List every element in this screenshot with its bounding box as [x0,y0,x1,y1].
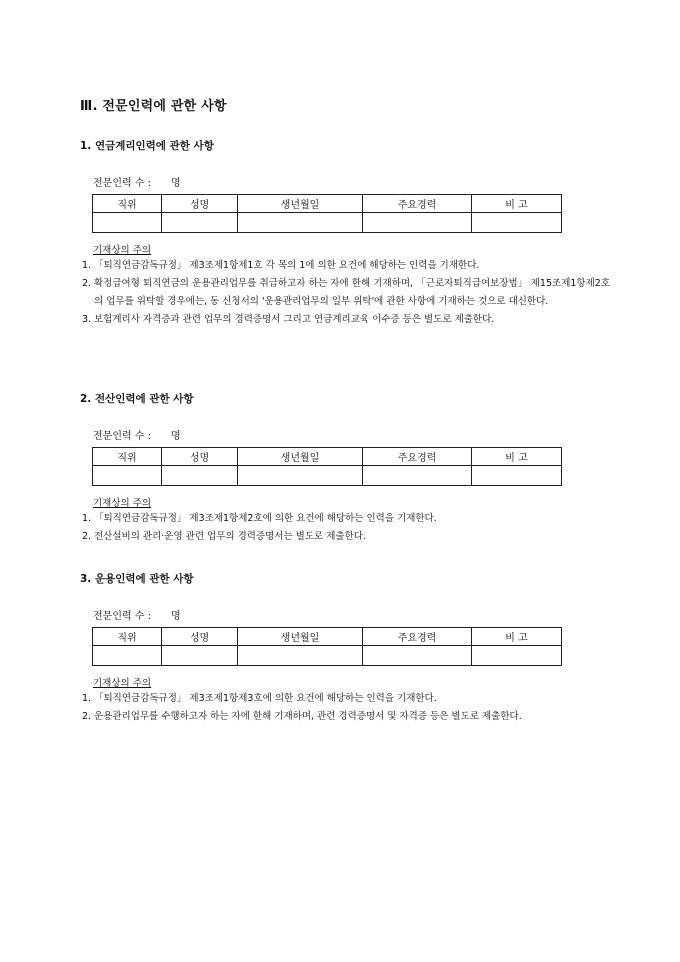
header-career: 주요경력 [363,195,472,213]
cell-position[interactable] [93,466,162,486]
notes-list [82,257,610,329]
page-title: Ⅲ. 전문인력에 관한 사항 [80,99,227,114]
cell-remarks[interactable] [472,466,562,486]
cell-birthdate[interactable] [238,466,363,486]
note-number: 2. [82,278,92,289]
header-name: 성명 [162,448,238,466]
cell-birthdate[interactable] [238,646,363,666]
cell-career[interactable] [363,466,472,486]
note-number: 1. [82,513,92,524]
note-item [82,311,610,329]
header-remarks: 비 고 [472,195,562,213]
header-position: 직위 [93,628,162,646]
header-position: 직위 [93,448,162,466]
note-text: 운용관리업무를 수행하고자 하는 자에 한해 기재하며, 관련 경력증명서 및 자격증 등은 별도로 제출한다. [94,711,522,722]
notes-heading: 기재상의 주의 [93,498,152,509]
note-item [82,275,610,311]
staff-count-label: 전문인력 수 : [93,178,152,189]
table-row [93,646,562,666]
staff-table [92,627,562,666]
staff-count-label: 전문인력 수 : [93,611,152,622]
note-item [82,510,610,528]
staff-count-unit: 명 [171,611,181,622]
header-career: 주요경력 [363,628,472,646]
header-name: 성명 [162,195,238,213]
table-row [93,213,562,233]
note-item [82,708,610,726]
staff-table [92,194,562,233]
cell-remarks[interactable] [472,646,562,666]
cell-career[interactable] [363,646,472,666]
header-birthdate: 생년월일 [238,195,363,213]
staff-count-label: 전문인력 수 : [93,431,152,442]
table-header-row [93,195,562,213]
note-number: 3. [82,314,92,325]
notes-heading: 기재상의 주의 [93,678,152,689]
staff-count-line [93,607,181,622]
note-item [82,690,610,708]
note-text: 전산설비의 관리·운영 관련 업무의 경력증명서는 별도로 제출한다. [94,531,366,542]
cell-name[interactable] [162,646,238,666]
header-position: 직위 [93,195,162,213]
cell-birthdate[interactable] [238,213,363,233]
staff-count-line [93,427,181,442]
table-header-row [93,448,562,466]
section-title: 3. 운용인력에 관한 사항 [80,573,194,585]
staff-count-unit: 명 [171,178,181,189]
header-career: 주요경력 [363,448,472,466]
notes-list [82,510,610,546]
note-item [82,528,610,546]
note-number: 2. [82,531,92,542]
header-birthdate: 생년월일 [238,448,363,466]
cell-position[interactable] [93,646,162,666]
note-number: 2. [82,711,92,722]
section-title: 2. 전산인력에 관한 사항 [80,393,194,405]
staff-table [92,447,562,486]
notes-list [82,690,610,726]
note-item [82,257,610,275]
table-row [93,466,562,486]
section-title: 1. 연금계리인력에 관한 사항 [80,140,214,152]
cell-position[interactable] [93,213,162,233]
note-text: 확정급여형 퇴직연금의 운용관리업무를 취급하고자 하는 자에 한해 기재하며, 「근로자퇴직급여보장법」 제15조제1항제2호의 업무를 위탁할 경우에는, 동 신청서의 '운용관리업무의 일부 위탁'에 관한 사항에 기재하는 것으로 대신한다. [94,278,610,307]
header-birthdate: 생년월일 [238,628,363,646]
note-number: 1. [82,260,92,271]
header-remarks: 비 고 [472,628,562,646]
note-text: 「퇴직연금감독규정」 제3조제1항제3호에 의한 요건에 해당하는 인력을 기재한다. [94,693,437,704]
cell-remarks[interactable] [472,213,562,233]
cell-name[interactable] [162,213,238,233]
cell-name[interactable] [162,466,238,486]
note-text: 「퇴직연금감독규정」 제3조제1항제1호 각 목의 1에 의한 요건에 해당하는 인력을 기재한다. [94,260,480,271]
table-header-row [93,628,562,646]
note-number: 1. [82,693,92,704]
note-text: 「퇴직연금감독규정」 제3조제1항제2호에 의한 요건에 해당하는 인력을 기재한다. [94,513,437,524]
notes-heading: 기재상의 주의 [93,245,152,256]
cell-career[interactable] [363,213,472,233]
header-name: 성명 [162,628,238,646]
staff-count-unit: 명 [171,431,181,442]
header-remarks: 비 고 [472,448,562,466]
staff-count-line [93,174,181,189]
note-text: 보험계리사 자격증과 관련 업무의 경력증명서 그리고 연금계리교육 이수증 등은 별도로 제출한다. [94,314,495,325]
